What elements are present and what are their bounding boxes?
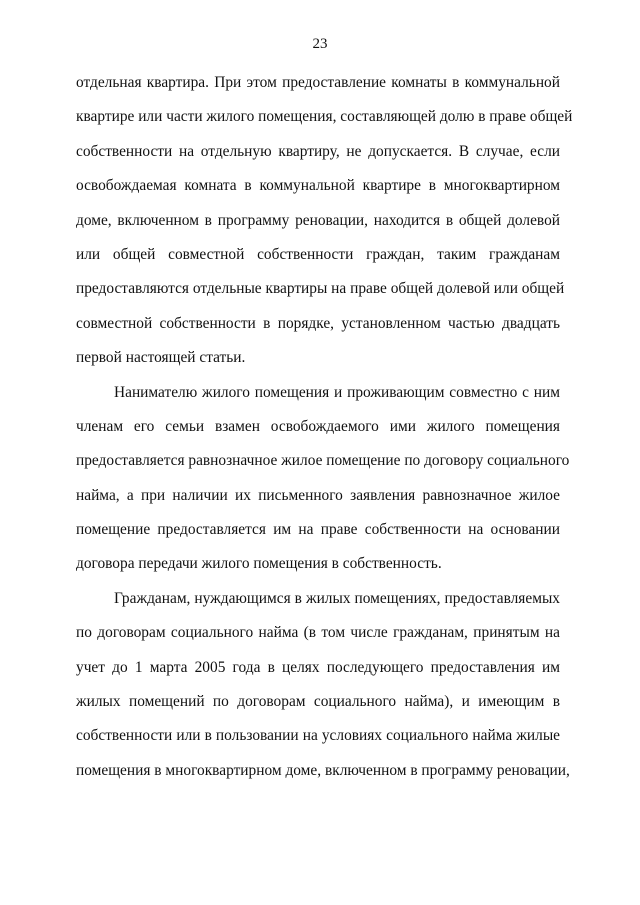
text-line: помещения в многоквартирном доме, включенном в программу реновации,: [76, 761, 570, 779]
text-line: отдельная квартира. При этом предоставление комнаты в коммунальной: [76, 74, 560, 91]
text-line: Гражданам, нуждающимся в жилых помещениях, предоставляемых: [114, 589, 560, 607]
document-body: [76, 66, 573, 788]
text-line: предоставляются отдельные квартиры на праве общей долевой или общей: [76, 280, 565, 298]
text-line: членам его семьи взамен освобождаемого ими жилого помещения: [76, 417, 560, 435]
text-line: жилых помещений по договорам социального найма), и имеющим в: [76, 693, 560, 711]
text-line: найма, а при наличии их письменного заявления равнозначное жилое: [76, 486, 560, 504]
text-line: освобождаемая комната в коммунальной квартире в многоквартирном: [76, 177, 560, 195]
text-line: или общей совместной собственности граждан, таким гражданам: [76, 245, 560, 263]
paragraph: [76, 376, 570, 582]
text-line: совместной собственности в порядке, установленном частью двадцать: [76, 314, 560, 332]
text-line: помещение предоставляется им на праве собственности на основании: [76, 521, 560, 539]
text-line: договора передачи жилого помещения в собственность.: [76, 555, 442, 573]
text-line: учет до 1 марта 2005 года в целях последующего предоставления им: [76, 658, 560, 676]
paragraph: [76, 582, 570, 788]
paragraph: [76, 66, 573, 376]
text-line: собственности на отдельную квартиру, не допускается. В случае, если: [76, 142, 560, 160]
text-line: доме, включенном в программу реновации, находится в общей долевой: [76, 211, 560, 229]
text-line: первой настоящей статьи.: [76, 349, 246, 367]
text-line: Нанимателю жилого помещения и проживающим совместно с ним: [114, 383, 560, 401]
text-line: собственности или в пользовании на условиях социального найма жилые: [76, 727, 560, 745]
page-number: 23: [312, 36, 328, 52]
text-line: предоставляется равнозначное жилое помещение по договору социального: [76, 452, 570, 470]
text-line: по договорам социального найма (в том числе гражданам, принятым на: [76, 624, 560, 642]
text-line: квартире или части жилого помещения, составляющей долю в праве общей: [76, 108, 573, 126]
